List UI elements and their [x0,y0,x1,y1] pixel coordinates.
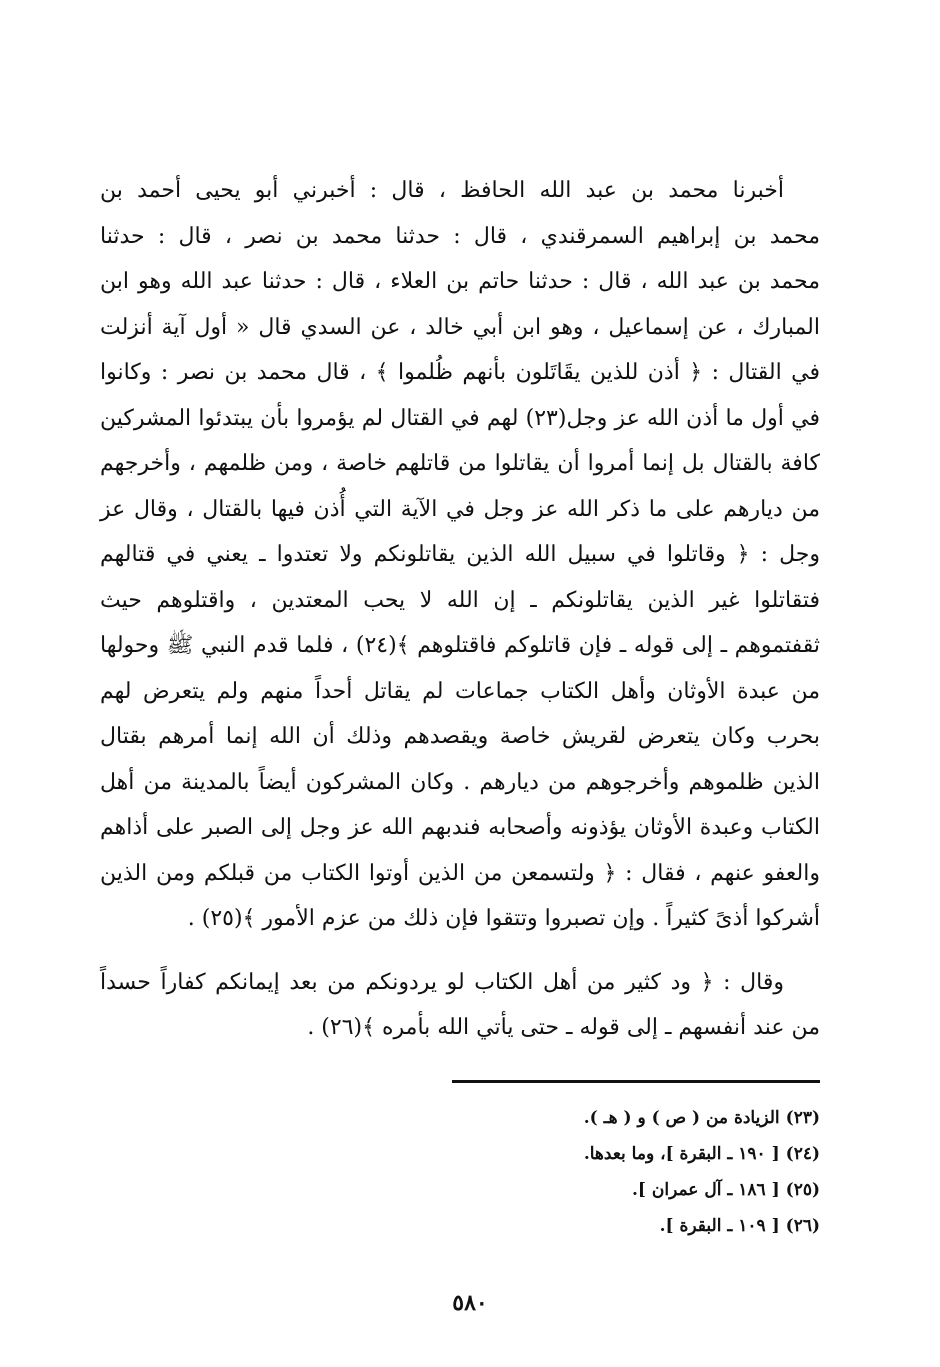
page-number: ٥٨٠ [452,1290,488,1316]
footnote-text: [ ١٨٦ ـ آل عمران ]. [632,1180,780,1200]
text-line: محمد بن إبراهيم السمرقندي ، قال : حدثنا محمد بن نصر ، قال : حدثنا [100,223,820,249]
text-line: فتقاتلوا غير الذين يقاتلونكم ـ إن الله لا يحب المعتدين ، واقتلوهم حيث [100,587,820,613]
text-line: أشركوا أذىً كثيراً . وإن تصبروا وتتقوا فإن ذلك من عزم الأمور ﴾(٢٥) . [187,906,820,931]
text-line: وقال : ﴿ ود كثير من أهل الكتاب لو يردونكم من بعد إيمانكم كفاراً حسداً [100,969,784,995]
text-line: أخبرنا محمد بن عبد الله الحافظ ، قال : أخبرني أبو يحيى أحمد بن [100,178,784,203]
text-line: محمد بن عبد الله ، قال : حدثنا حاتم بن العلاء ، قال : حدثنا عبد الله وهو ابن [100,269,820,294]
footnote-item [460,1100,820,1136]
paragraph-gap [100,942,820,960]
footnote-item [460,1172,820,1208]
main-text [100,168,820,1051]
text-line: الذين ظلموهم وأخرجوهم من ديارهم . وكان المشركون أيضاً بالمدينة من أهل [100,769,820,795]
text-line: في أول ما أذن الله عز وجل(٢٣) لهم في القتال لم يؤمروا بأن يبتدئوا المشركين [100,405,820,431]
text-line: وجل : ﴿ وقاتلوا في سبيل الله الذين يقاتلونكم ولا تعتدوا ـ يعني في قتالهم [100,542,820,567]
footnote-number: (٢٤) [785,1144,820,1164]
text-line: كافة بالقتال بل إنما أمروا أن يقاتلوا من قاتلهم خاصة ، ومن ظلمهم ، وأخرجهم [100,451,820,476]
footnote-item [460,1208,820,1244]
text-line: من عبدة الأوثان وأهل الكتاب جماعات لم يقاتل أحداً منهم ولم يتعرض لهم [100,678,820,704]
text-line: من عند أنفسهم ـ إلى قوله ـ حتى يأتي الله بأمره ﴾(٢٦) . [307,1015,820,1040]
text-line: من ديارهم على ما ذكر الله عز وجل في الآية التي أُذن فيها بالقتال ، وقال عز [100,496,820,522]
footnote-separator [452,1080,820,1083]
footnote-number: (٢٦) [785,1216,820,1236]
text-line: الكتاب وعبدة الأوثان يؤذونه وأصحابه فندبهم الله عز وجل إلى الصبر على أذاهم [100,815,820,840]
footnote-text: الزيادة من ( ص ) و ( هـ ). [583,1108,780,1128]
footnote-text: [ ١٩٠ ـ البقرة ]، وما بعدها. [583,1144,780,1164]
text-line: المبارك ، عن إسماعيل ، وهو ابن أبي خالد ، عن السدي قال « أول آية أنزلت [100,314,820,340]
footnote-item [460,1136,820,1172]
text-line: والعفو عنهم ، فقال : ﴿ ولتسمعن من الذين أوتوا الكتاب من قبلكم ومن الذين [100,860,820,886]
footnotes [460,1100,820,1244]
text-line: في القتال : ﴿ أذن للذين يقَاتَلون بأنهم ظُلموا ﴾ ، قال محمد بن نصر : وكانوا [100,360,820,385]
text-line: بحرب وكان يتعرض لقريش خاصة ويقصدهم وذلك أن الله إنما أمرهم بقتال [100,724,820,749]
text-line: ثقفتموهم ـ إلى قوله ـ فإن قاتلوكم فاقتلوهم ﴾(٢٤) ، فلما قدم النبي ﷺ وحولها [100,633,820,658]
footnote-number: (٢٣) [785,1108,820,1128]
footnote-text: [ ١٠٩ ـ البقرة ]. [659,1216,780,1236]
footnote-number: (٢٥) [785,1180,820,1200]
